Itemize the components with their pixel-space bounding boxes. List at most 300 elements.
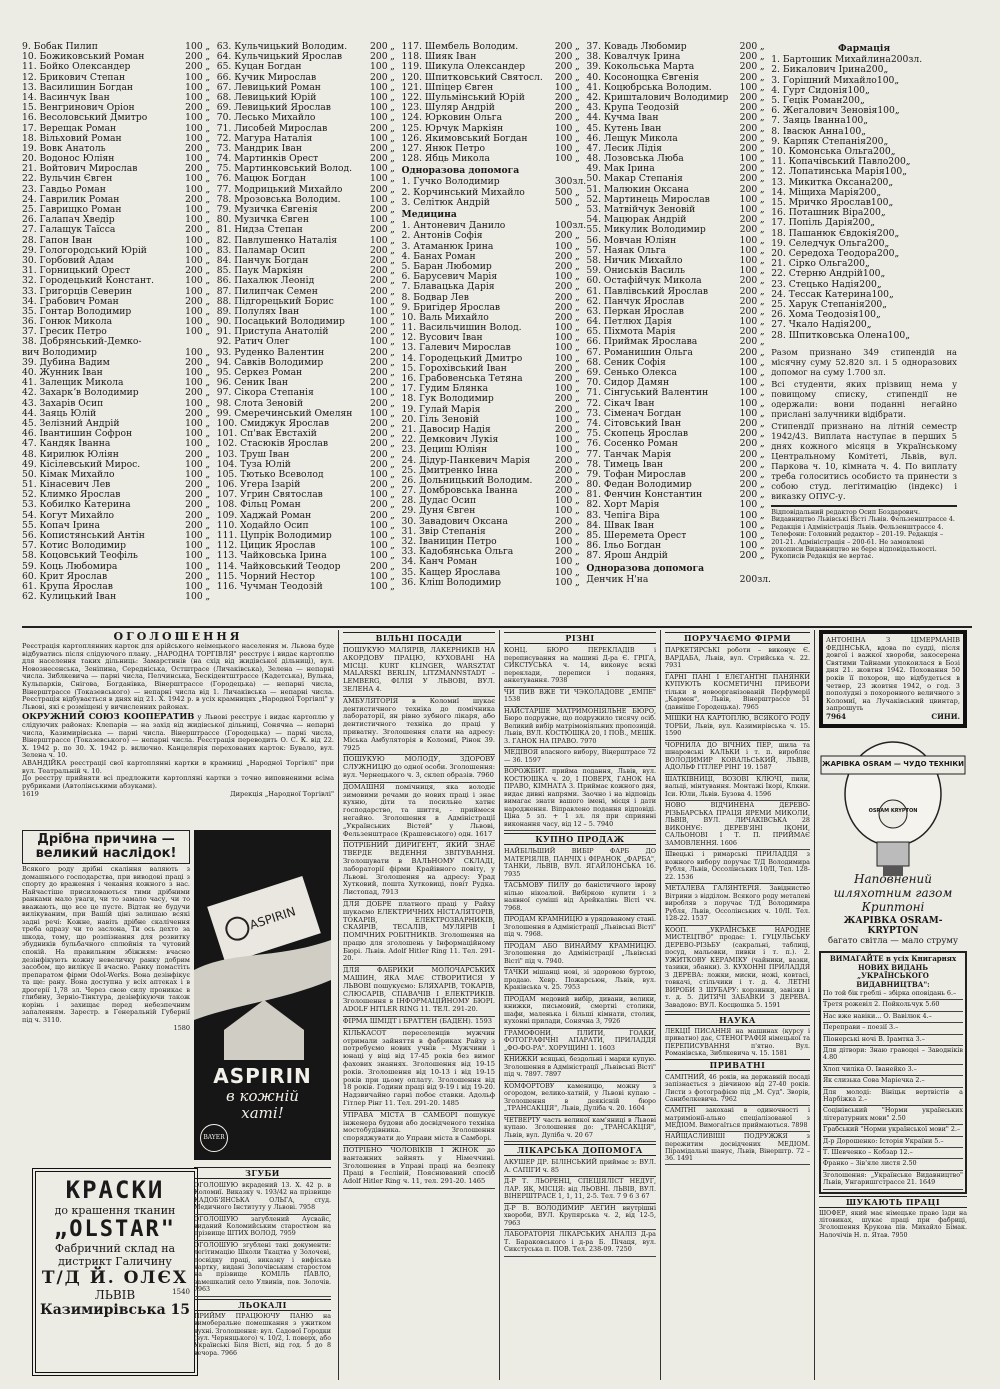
stipend-unit: „ <box>759 407 765 419</box>
student-name: 49. Кісілевський Мирос. <box>22 458 141 470</box>
stipend-unit: „ <box>759 448 765 460</box>
list-item <box>22 113 213 123</box>
stipend-unit: „ <box>888 176 894 188</box>
stipend-unit: „ <box>574 474 580 486</box>
aspirin-slogan: в кожній хаті! <box>226 1087 299 1122</box>
stipend-unit: зл. <box>572 220 587 232</box>
stipend-unit: „ <box>759 122 765 134</box>
list-item <box>586 573 771 585</box>
stipend-unit: „ <box>390 91 395 103</box>
classified-ad: ДОМАШНЯ помічниця, яка володіє зимовими речами до нових праці і знає кухню, діти та посильне хатнє господарство, та шиття, - приймеся негайно. Зголошення в Адміністрації „Українських Вістей" у Львові, Фельзенштрасе (Крашевського) одн. 1617 <box>343 783 495 842</box>
stipend-unit: „ <box>574 434 580 446</box>
stipend-amount: 100 <box>739 244 758 256</box>
stipend-amount: 200 <box>185 61 203 73</box>
stipend-amount: 100 <box>185 112 203 124</box>
classified-ad: КНИЖКИ всяцькі, бездольні і марки купую. Зголошення в Адміністрації „Львівські Вісті" під ч. 7897. 7897 <box>504 1055 656 1082</box>
stipend-amount: 100 <box>884 166 903 178</box>
student-name: 18. Пашанюк Євдокія <box>771 227 877 239</box>
stipend-unit: зл. <box>757 573 771 585</box>
student-name: 16. Грабовенська Тетяна <box>401 373 523 385</box>
stipend-amount: 100 <box>185 397 203 409</box>
stipend-unit: „ <box>205 295 211 307</box>
stipend-amount: 200 <box>185 142 203 154</box>
private-title: ПРИВАТНІ <box>665 1059 810 1071</box>
buysell-list <box>504 847 656 1142</box>
stipend-amount: 200 <box>370 499 388 511</box>
stipend-unit: „ <box>863 115 869 127</box>
stipend-unit: „ <box>205 438 211 450</box>
paint-sub: до крашення тканин <box>54 1204 176 1217</box>
stipend-amount: 100 <box>554 342 573 354</box>
list-section-title: Одноразова допомога <box>401 165 520 177</box>
stipend-unit: „ <box>390 112 395 124</box>
student-name: 66. Кучик Мирослав <box>216 71 317 83</box>
stipend-unit: „ <box>574 423 580 435</box>
classified-ad: ДЛЯ ФАБРИКИ МОЛОЧАРСЬКИХ МАШИН, ЯКА МАЄ СТВОРИТИСЯ У ЛЬВОВІ пошукуємо: БЛЯХАРІВ, ТОКАРІВ, СЛЮСАРІВ, СПАВАЧІВ І ЕЛЕКТРИКІВ. Зголошення в ІНФОРМАЦІЙНОМУ БЮРІ. ADOLF HITLER RING 11. ТЕЛ. 291-20. <box>343 966 495 1017</box>
missing-note: Всі студенти, яких прізвищ нема у повищому списку, стипендії не одержали: вони поданні негайно прислані залучники відібрати. <box>771 378 957 419</box>
stipend-unit: „ <box>390 438 395 450</box>
classified-ad: Соцінівський "Норми українських літературних мови" 2.50 <box>823 1106 963 1125</box>
student-name: 46. Лещук Микола <box>586 132 678 144</box>
stipend-unit: „ <box>205 265 211 277</box>
student-name: 54. Мацюрак Андрій <box>586 214 687 226</box>
stipend-amount: 200 <box>370 224 388 236</box>
stipend-amount: 100 <box>554 434 573 446</box>
stipend-amount: 200 <box>370 448 388 460</box>
stipend-unit: „ <box>574 525 580 537</box>
student-name: 15. Мричко Ярослав <box>771 197 871 209</box>
stipend-amount: 200 <box>370 71 388 83</box>
stipend-amount: 100 <box>554 576 573 588</box>
student-name: 17. Попіль Дарія <box>771 217 853 229</box>
stipend-amount: 200 <box>370 417 388 429</box>
stipend-amount: 200 <box>739 573 758 585</box>
stipend-amount: 200 <box>185 499 203 511</box>
student-name: 18. Вільховий Роман <box>22 132 122 144</box>
stipend-amount: 200 <box>739 479 758 491</box>
stipend-unit: „ <box>390 305 395 317</box>
student-name: 127. Янюк Петро <box>401 142 486 154</box>
stipend-unit: „ <box>205 224 211 236</box>
student-name: 27. Галащук Таїсса <box>22 224 116 236</box>
stipend-unit: „ <box>759 244 765 256</box>
stipend-unit: „ <box>890 146 896 158</box>
stipend-amount: 200 <box>554 474 573 486</box>
classified-ad: ПОТРІБНО ЧОЛОВІКІВ І ЖІНОК до вантажних зайнять у Німеччині. Зголошення в Управі праці на безпеку Праці в Геслівій, Пояснюваний спосіб Adolf Hitler Ring ч. 11, тел. 291-20. 1465 <box>343 1146 495 1189</box>
student-name: 38. Ковалчук Ірина <box>586 51 681 63</box>
stipend-unit: „ <box>390 509 395 521</box>
stipend-unit: „ <box>759 499 765 511</box>
list-item <box>22 276 213 286</box>
student-name: 57. Наяак Ольга <box>586 244 666 256</box>
classified-ad: Д-Р В. ВОЛОДИМИР АЕГИН внутрішні хвороби, ВУЛ. Крупярська ч. 2, від 12-5, 7963 <box>504 1204 656 1231</box>
stipend-unit: „ <box>390 397 395 409</box>
stipend-unit: „ <box>205 591 211 603</box>
classified-ad: ОГОЛОШУЮ вкрадений 13. X. 42 р. в Коломиї. Виказку ч. 193/42 на прізвище КАДОБ'ЯНСЬКА ОЛЬГА, студ. Медичного Інституту у Львові. 7958 <box>194 1181 331 1215</box>
student-name: 74. Мартинків Орест <box>216 153 319 165</box>
classified-ad: Хлоп чиліка О. Іванейко 3.– <box>823 1065 963 1076</box>
stipend-amount: 200 <box>739 173 758 185</box>
stipend-unit: „ <box>390 41 395 52</box>
student-name: 99. Смеречинський Омелян <box>216 407 353 419</box>
stipend-unit: „ <box>390 448 395 460</box>
stipend-amount: 100 <box>370 193 388 205</box>
stipend-amount: 100 <box>554 495 573 507</box>
stipend-amount: 200 <box>185 479 203 491</box>
student-name: 75. Мартинковський Волод. <box>216 163 353 175</box>
stipend-amount: 300 <box>554 176 573 188</box>
student-name: 117. Шембель Володим. <box>401 41 519 52</box>
stipend-amount: 200 <box>739 305 758 317</box>
stipend-amount: 200 <box>554 102 573 114</box>
stipend-amount: 200 <box>739 336 758 348</box>
stipend-amount: 200 <box>554 373 573 385</box>
stipend-lists <box>22 42 957 627</box>
student-name: 28. Гапон Іван <box>22 234 93 246</box>
student-name: 2. Антонів Софія <box>401 230 483 242</box>
stipend-unit: „ <box>759 214 765 226</box>
vacancies-list <box>343 646 495 1189</box>
student-name: 108. Фільц Роман <box>216 499 301 511</box>
student-name: 17. Гудим Блянка <box>401 383 489 395</box>
stipend-unit: „ <box>205 499 211 511</box>
stipend-amount: 100 <box>370 214 388 226</box>
student-name: 82. Хорт Марія <box>586 499 660 511</box>
stipend-amount: 100 <box>185 560 203 572</box>
list-item <box>22 439 213 449</box>
student-name: 84. Швак Іван <box>586 519 655 531</box>
stipend-amount: 200 <box>888 156 906 168</box>
student-name: 94. Савків Володимир <box>216 356 324 368</box>
stipend-unit: „ <box>390 479 395 491</box>
stipend-amount: 200 <box>370 265 388 277</box>
student-name: 77. Танчак Марія <box>586 448 672 460</box>
stipend-unit: „ <box>574 495 580 507</box>
student-name: 63. Перкан Ярослав <box>586 305 684 317</box>
ads-column-recommend <box>665 630 810 1165</box>
classified-ad: МЕТАЛЕВА ГАЛЯНТЕРІЯ. Завідниство Вітрини з відділом. Всякого роду металеві виробляв з поручає Т/Д Володимира Рубля, Львів, Оссолінських ч. 10/II. Тел. 128-22. 1537 <box>665 884 810 926</box>
stipend-amount: 100 <box>370 61 388 73</box>
student-name: 36. Гонюк Микола <box>22 316 113 328</box>
stipend-unit: „ <box>205 183 211 195</box>
stipend-amount: 200 <box>554 112 573 124</box>
stipend-amount: 200 <box>554 525 573 537</box>
classified-ad: САМІТНІ закохані в одиночності і матриміонії-ально спеціалізованої з МЕДІОМ. Вимогаїться приймаються. 7898 <box>665 1106 810 1132</box>
stipend-amount: 100 <box>185 122 203 134</box>
classified-ad: КОНЦ. БЮРО ПЕРЕКЛАДІВ і переписування на машині Д-ра Є. ГРІГА, СИКСТУСЬКА ч. 14, виконує всякі переклади, переписи і подання, анкетування. 7938 <box>504 646 656 688</box>
stipend-amount: 100 <box>554 153 573 165</box>
stipend-unit: „ <box>205 163 211 175</box>
stipend-unit: „ <box>390 407 395 419</box>
losses-section <box>194 1165 331 1357</box>
stipend-amount: 100 <box>858 309 876 321</box>
classified-ad: Д-Р Т. ЛЬОРЕНЦ, СПЕЦІЯЛІСТ НЕДУГ, ЛАР. ЯК, МІСЦЯ: від ЛЬОВНІ. ЛЬВІВ, ВУЛ. ВІНЕРШТРАСЕ 1, 1, 11, 2-5. Тел. 7 9 6 3 67 <box>504 1177 656 1204</box>
classified-ad: НАЙЩАСЛИВІШІ ПОДРУЖЖЯ з пережитим досвідчених МЕДІОМ. Пірамідальні шанує, Львів, Вінерштр. 72 – 36. 1491 <box>665 1132 810 1165</box>
stipend-amount: 100 <box>845 115 864 127</box>
stipend-unit: „ <box>759 153 765 165</box>
stipend-amount: 200 <box>739 428 758 440</box>
student-name: 4. Банах Роман <box>401 250 476 262</box>
stipend-amount: 200 <box>370 509 388 521</box>
stipend-unit: „ <box>390 489 395 501</box>
student-name: 14. Міщиха Марія <box>771 186 859 198</box>
stipend-unit: „ <box>205 316 211 328</box>
stipend-amount: 100 <box>370 489 388 501</box>
student-name: 82. Павлушенко Наталія <box>216 234 338 246</box>
stipend-amount: 100 <box>370 132 388 144</box>
stipend-amount: 200 <box>554 515 573 527</box>
student-name: 64. Петлюх Дарія <box>586 316 672 328</box>
student-name: 100. Смиджук Ярослав <box>216 417 330 429</box>
stipend-unit: „ <box>205 407 211 419</box>
stipend-amount: 200 <box>739 102 758 114</box>
stipend-amount: 100 <box>739 499 758 511</box>
stipend-unit: „ <box>759 204 765 215</box>
stipend-unit: „ <box>759 163 765 175</box>
stipend-unit: „ <box>205 153 211 165</box>
student-name: 51. Кінасевич Лев <box>22 479 111 491</box>
pharmacy-list <box>771 55 957 341</box>
stipend-amount: 200 <box>370 458 388 470</box>
stipend-unit: „ <box>205 509 211 521</box>
student-name: 45. Кутень Іван <box>586 122 662 134</box>
stipend-amount: 100 <box>370 295 388 307</box>
student-name: 118. Шияк Іван <box>401 51 477 63</box>
stipend-amount: 200 <box>185 193 203 205</box>
stipend-unit: „ <box>574 362 580 374</box>
classified-ad: Для дітвори: Знаю гравоцеі – Заводніків 4.80 <box>823 1046 963 1065</box>
stipend-amount: 100 <box>370 173 388 185</box>
student-name: 13. Галевич Мирослав <box>401 342 511 354</box>
stipend-unit: „ <box>205 570 211 582</box>
classified-ad: ГАРНІ ПАНІ І ЕЛЄГАНТНІ ПАНЯНКИ КУПУЮТЬ КОСМЕТИЧНІ ПРИБОРИ тільки в новоорганізованій Перфумерії „Кармен", Львів, Вінерштрассе 51 (давніше Городецька). 7965 <box>665 673 810 715</box>
student-name: 78. Мрозовська Володим. <box>216 193 341 205</box>
classified-ad: КООП. „УКРАЇНСЬКЕ НАРОДНЕ МИСТЕЦТВО" продає: 1. ГУЦУЛЬСЬКУ ДЕРЕВО-РІЗЬБУ (сакральні, таблиці, посуд, мальовки, пивки і т. п.). 2. УЖИТКОВУ КЕРАМІКУ (чайники, вазки, тазики, збанки). 3. КУХОННІ ПРИЛАДДЯ З ДЕРЕВА: ложки, миски, ножі, ковтасі, товкачі, стільчики і т. д. 4. ЛЕТНІ ВИРОБИ З ШУБАРУ: корзинки, завізки і т. д. 5. ДИТЯЧІ ЗАБАВКИ З ДЕРЕВА. Завадово: ВУЛ. Косцюшка 5. 1591 <box>665 926 810 1013</box>
student-name: 119. Шикула Олександер <box>401 61 526 73</box>
stipend-unit: „ <box>205 519 211 531</box>
student-name: 61. Крупа Ярослав <box>22 580 113 592</box>
classified-ad: Швецькі і римарські ПРИЛАДДЯ з кожного вибору поручає Т/Д Володимира Рубля, Львів, Оссолінських 10/II, Тел. 128-22. 1536 <box>665 850 810 884</box>
student-name: 102. Стасюків Ярослав <box>216 438 329 450</box>
stipend-unit: „ <box>574 322 580 334</box>
stipend-unit: „ <box>759 346 765 358</box>
stipend-amount: 100 <box>554 413 573 425</box>
stipend-amount: 100 <box>185 530 203 541</box>
student-name: 51. Малюкин Оксана <box>586 183 690 195</box>
student-name: 71. Лисобей Мирослав <box>216 122 328 134</box>
student-name: 65. Піхмота Марія <box>586 326 676 338</box>
student-name: вич Володимир <box>22 346 97 358</box>
student-name: 60. Крит Ярослав <box>22 570 108 582</box>
paint-city: ЛЬВІВ <box>94 1288 136 1302</box>
stipend-amount: 100 <box>370 407 388 419</box>
olstar-paint-ad <box>32 1168 198 1376</box>
stipend-unit: „ <box>574 485 580 497</box>
stipend-amount: 100 <box>739 316 758 328</box>
obituary-text: АНТОНІНА З ЦІМЕРМАНІВ ФЕДІНСЬКА, вдова по судді, після довгої і важкої хвороби, закосерена Святими Тайнами упокоилася в Бозі дня 21. жовтня 1942. Поховання 50 років її похорон, що відбудеться в четвер, 23 жовтня 1942, о год. 3 пополудні з похоронного величного з Коломиї, на Лучаківський цвинтар, запрошуть <box>826 636 960 713</box>
student-name: 27. Чкало Надія <box>771 319 850 331</box>
stipend-amount: 200 <box>739 51 758 63</box>
student-name: 18. Гук Володимир <box>401 393 494 405</box>
stipend-unit: „ <box>759 458 765 470</box>
stipend-unit: „ <box>390 142 395 154</box>
stipend-amount: 100 <box>739 407 758 419</box>
student-name: 111. Цупрік Володимир <box>216 530 332 541</box>
stipend-unit: „ <box>759 417 765 429</box>
stipend-unit: „ <box>205 540 211 552</box>
stipend-unit: „ <box>205 142 211 154</box>
student-name: 62. Кулицький Іван <box>22 591 117 603</box>
student-name: 39. Дубина Вадим <box>22 356 110 368</box>
osram-line-5: багато світла — мало струму <box>828 936 958 947</box>
stipend-unit: „ <box>759 71 765 83</box>
student-name: 72. Сікач Іван <box>586 397 655 409</box>
stipend-amount: 100 <box>185 580 203 592</box>
student-name: 110. Ходайло Осип <box>216 519 309 531</box>
student-name: 64. Кульчицький Ярослав <box>216 51 343 63</box>
stipend-unit: „ <box>759 224 765 236</box>
stipend-amount: 100 <box>185 234 203 246</box>
stipend-unit: „ <box>759 41 765 52</box>
stipend-amount: 200 <box>554 454 573 466</box>
stipend-amount: 100 <box>185 275 203 287</box>
stipend-amount: 200 <box>739 163 758 175</box>
misc-title: РІЗНІ <box>504 632 656 644</box>
stipend-unit: „ <box>759 51 765 63</box>
list-column-1 <box>22 42 213 602</box>
student-name: 79. Музичка Євгенія <box>216 204 318 215</box>
stipend-amount: 200 <box>185 356 203 368</box>
obituary-sign: СИНИ. <box>931 711 960 721</box>
stipend-amount: 500 <box>554 186 573 198</box>
list-item <box>217 276 398 286</box>
student-name: 97. Сікора Степанія <box>216 387 314 399</box>
stipend-amount: 100 <box>739 387 758 399</box>
stipend-unit: „ <box>390 499 395 511</box>
recommend-title: ПОРУЧАЄМО ФІРМИ <box>665 632 810 644</box>
classified-ad: КОМФОРТОВУ каменицю, можну з огородом, велико-хатній, у Львові купаю – Зголошення в деякісній бюро „ТРАНСАКЦІЯ", Львів, Дуліба ч. 20. 1604 <box>504 1082 656 1116</box>
ads-column-misc <box>504 630 656 1257</box>
stipend-unit: „ <box>574 311 580 323</box>
stipend-unit: „ <box>574 576 580 588</box>
stipend-amount: 200 <box>554 71 573 83</box>
stipend-amount: 100 <box>554 352 573 364</box>
osram-line-3: Криптоні <box>861 900 925 915</box>
stipend-amount: 200 <box>554 230 573 242</box>
stipend-unit: „ <box>205 489 211 501</box>
stipend-unit: „ <box>205 417 211 429</box>
student-name: 26. Дольницький Володим. <box>401 474 533 486</box>
classified-ad: САМІТНИЙ, 46 років, на державній посаді запізнається з дівчиною від 27-40 років. Листи з фотографією під „М. Суд". Зворів, Санибелкевича. 7962 <box>665 1073 810 1106</box>
stipend-unit: „ <box>759 519 765 531</box>
stipend-unit: „ <box>759 305 765 317</box>
student-name: 29. Дуня Євген <box>401 505 476 517</box>
stipend-unit: „ <box>205 61 211 73</box>
stipend-unit: „ <box>880 268 886 280</box>
stipend-unit: „ <box>574 132 580 144</box>
stipend-amount: 200 <box>858 186 877 198</box>
obituary <box>819 630 967 728</box>
stipend-amount: 200 <box>370 428 388 440</box>
stipend-unit: „ <box>759 397 765 409</box>
stipend-unit: „ <box>205 580 211 592</box>
stipend-amount: 100 <box>739 153 758 165</box>
stipend-amount: 100 <box>370 530 388 541</box>
classified-ad: Зголошення: „Українське Видавництво" Львів, Унгаришгстрассе 21. 1649 <box>823 1171 963 1190</box>
student-name: 26. Галапач Хведір <box>22 214 115 226</box>
classified-ad: ПАРКЕТЯРСЬКІ роботи – виконує Є. ВАРДАБА, Львів, вул. Стрийська ч. 22. 7931 <box>665 646 810 673</box>
paint-store: Фабричний склад на дистрикт Галичину <box>54 1242 176 1268</box>
hand-holding-tablets-icon <box>194 830 331 1060</box>
student-name: 44. Кучма Іван <box>586 112 659 124</box>
stipend-amount: 200 <box>370 153 388 165</box>
stipend-unit: „ <box>574 240 580 252</box>
stipend-amount: 200 <box>739 285 758 297</box>
student-name: 29. Гологородський Юрій <box>22 244 147 256</box>
student-name: 42. Захаркʼв Володимир <box>22 387 139 399</box>
student-name: 14. Васинчук Іван <box>22 91 110 103</box>
stipend-unit: „ <box>574 102 580 114</box>
stipend-unit: „ <box>390 244 395 256</box>
student-name: 85. Шеремета Орест <box>586 530 687 541</box>
stipend-amount: 100 <box>185 458 203 470</box>
student-name: 92. Ратич Олег <box>216 336 290 348</box>
student-name: 35. Гонтар Володимир <box>22 305 132 317</box>
classified-ad: По той бік греблі – збірка оповідань 6.– <box>823 989 963 1000</box>
classified-ad: Переправи – поезії 3.– <box>823 1023 963 1034</box>
stipend-amount: 200 <box>554 250 573 262</box>
stipend-amount: 200 <box>370 122 388 134</box>
stipend-unit: „ <box>876 186 882 198</box>
stipend-unit: „ <box>205 254 211 266</box>
stipend-amount: 200 <box>185 102 203 114</box>
stipend-amount: 100 <box>185 367 203 378</box>
list-section-title: Одноразова допомога <box>586 562 705 574</box>
classified-ad: КІЛЬКАСОТ переселенців мужчин отримали зайняття в фабриках Райху з потребуємо нових учнів – Мужчини і юнаці у віці від 17-45 років без вимог фахових знаннях. Зголошення від 19-15 років. Зголошення від 10-13 і від 19-15 років при цьому оплату. Зголошення від 18 років. Години праці від 9-19 і від 19-20. Надзвичайно гарні побоє ставки. Адольф Гітлер Рінг 11. Тел. 291-20. 1485 <box>343 1029 495 1111</box>
student-name: 16. Поташник Віра <box>771 207 864 219</box>
list-item <box>586 276 767 286</box>
stipend-amount: 200 <box>890 54 909 66</box>
stipend-amount: 200 <box>554 301 573 313</box>
stipend-unit: „ <box>205 193 211 205</box>
student-name: 27. Домбровська Іванна <box>401 485 518 497</box>
stipend-amount: 100 <box>876 74 895 86</box>
stipend-amount: 100 <box>370 81 388 93</box>
stipend-unit: зл. <box>908 54 923 66</box>
stipend-amount: 200 <box>849 319 867 331</box>
stipend-unit: „ <box>859 95 865 107</box>
stipend-amount: 200 <box>842 95 860 107</box>
classified-ad: ГРАМОФОНИ, ПЛИТИ, ГОАКИ, ФОТОГРАФІЧНІ АПАРАТИ, ПРИЛАДДЯ „ФО-ФО-РА". ХОРУЩИНІ 1. 1603 <box>504 1029 656 1056</box>
science-text: ЛЕКЦІЇ ПИСАННЯ на машинах (курсу і приватно) дає, СТЕНОГРАФІЯ німецької та ПЕРЕПИСУВАННЯ п'ятно. Вул. Романівська, Зиблкевича ч. 15. 1581 <box>665 1028 810 1057</box>
stipend-unit: „ <box>759 275 765 287</box>
job-title: ШУКАЮТЬ ПРАЦІ <box>819 1196 967 1208</box>
classified-ad: Третя рожевіл 2. Пойкольчук 5.60 <box>823 1000 963 1011</box>
stipend-unit: „ <box>574 515 580 527</box>
student-name: 3. Селітюк Андрій <box>401 196 490 208</box>
student-name: 96. Сеник Іван <box>216 377 289 389</box>
student-name: 6. Барусевич Марія <box>401 271 498 283</box>
stipend-unit: „ <box>759 509 765 521</box>
classified-ad: ТАСЬМОВУ ПИЛУ до баністичного іврову нілью нікоалюй. Вибіркою купити і з наявної суміші від Арейкалінь Вісті чч. 7968. <box>504 881 656 915</box>
stipend-unit: „ <box>574 566 580 578</box>
stipend-amount: 100 <box>739 509 758 521</box>
stipend-amount: 100 <box>862 268 881 280</box>
stipend-amount: 200 <box>863 207 881 219</box>
student-name: 67. Романишин Ольга <box>586 346 693 358</box>
stipend-unit: „ <box>390 102 395 114</box>
student-name: 25. Харук Степанія <box>771 299 865 311</box>
